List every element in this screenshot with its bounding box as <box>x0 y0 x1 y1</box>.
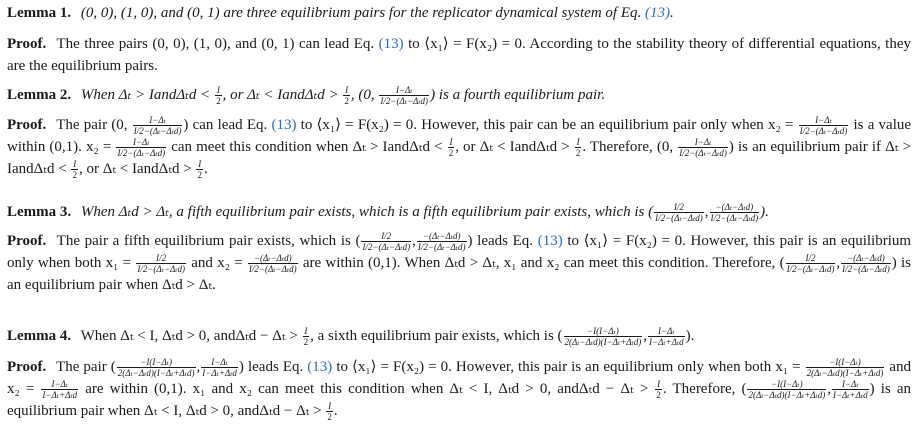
lemma-3-text: ). <box>760 204 769 220</box>
lemma-2-text-a: When Δₜ > IandΔₜd < <box>80 87 211 103</box>
proof-4-text: and x₂ = <box>7 359 912 398</box>
eq-13-link[interactable]: (13) <box>378 36 404 52</box>
proof-3-text: ) leads Eq. <box>467 233 534 249</box>
fraction-f6b: $\frac{\text{I−Δₜ}}{\text{I−Δₜ+Δₜd}}$ <box>649 326 684 348</box>
proof-2-text: . Therefore, (0, <box>582 139 674 156</box>
lemma-1 <box>7 2 911 24</box>
proof-4-text: to ⟨x₁⟩ = F(x₂) = 0. However, this pair is an equilibrium only when both x₁ = <box>336 359 801 375</box>
eq-13-link[interactable]: (13) <box>537 233 563 249</box>
proof-2 <box>7 114 911 180</box>
lemma-4-text: When Δₜ < I, Δₜd > 0, andΔₜd − Δₜ > <box>80 328 298 344</box>
proof-4-text: , <box>196 359 201 375</box>
fraction-half: $\frac{I}{2}$ <box>303 326 309 348</box>
proof-2-text: . <box>203 161 208 178</box>
lemma-3-label: Lemma 3. <box>7 204 72 220</box>
proof-2-text: ) can lead Eq. <box>183 117 268 133</box>
fraction-f4: $\frac{\text{I−Δₜ}}{\text{I/2−(Δₜ−Δₜd)}}$ <box>117 137 166 159</box>
fraction-half: $\frac{I}{2}$ <box>575 137 581 159</box>
fraction-half: $\frac{I}{2}$ <box>197 159 202 181</box>
proof-1 <box>7 33 911 77</box>
proof-2-text: can meet this condition when Δₜ > IandΔₜd < <box>171 139 443 156</box>
fraction-half: $\frac{I}{2}$ <box>72 159 77 181</box>
proof-4-text: . Therefore, ( <box>662 381 747 398</box>
proof-4-label: Proof. <box>7 359 47 375</box>
fraction-f6a: $\frac{\text{−I(I−Δₜ)}}{\text{2(Δₜ−Δₜd)(I−Δₜ+Δₜd)}}$ <box>806 357 884 379</box>
proof-2-text: ) is an equilibrium pair if Δₜ > IandΔₜd < <box>7 139 912 178</box>
lemma-2 <box>7 84 911 106</box>
lemma-2-text-b: , or Δₜ < IandΔₜd > <box>222 87 339 103</box>
proof-1-label: Proof. <box>7 36 47 52</box>
proof-3-text: , <box>412 233 416 249</box>
lemma-3 <box>7 201 911 223</box>
proof-4 <box>7 356 911 422</box>
fraction-f6a: $\frac{\text{−I(I−Δₜ)}}{\text{2(Δₜ−Δₜd)(I−Δₜ+Δₜd)}}$ <box>564 326 642 348</box>
fraction-f6b: $\frac{\text{I−Δₜ}}{\text{I−Δₜ+Δₜd}}$ <box>202 357 237 379</box>
fraction-f4: $\frac{\text{I−Δₜ}}{\text{I/2−(Δₜ−Δₜd)}}$ <box>133 115 182 137</box>
proof-2-text: to ⟨x₁⟩ = F(x₂) = 0. However, this pair can be an equilibrium pair only when x₂ = <box>300 117 794 133</box>
proof-3-label: Proof. <box>7 233 47 249</box>
fraction-f5a: $\frac{I/2}{\text{I/2−(Δₜ−Δₜd)}}$ <box>655 202 703 224</box>
proof-4-text: are within (0,1). x₁ and x₂ can meet this condition when Δₜ < I, Δₜd > 0, andΔₜd − Δₜ > <box>85 381 649 398</box>
fraction-f5b: $\frac{\text{−(Δₜ−Δₜd)}}{\text{I/2−(Δₜ−Δₜd)}}$ <box>248 253 297 275</box>
eq-13-link[interactable]: (13) <box>645 5 670 21</box>
fraction-f5b: $\frac{\text{−(Δₜ−Δₜd)}}{\text{I/2−(Δₜ−Δₜd)}}$ <box>710 202 759 224</box>
proof-3-text: The pair a fifth equilibrium pair exists, which is ( <box>56 233 361 249</box>
proof-2-text: , or Δₜ < IandΔₜd > <box>78 161 192 178</box>
proof-3-text: , <box>836 255 841 272</box>
lemma-3-text: When Δₜd > Δₜ, a fifth equilibrium pair exists, which is a fifth equilibrium pair exists, which is ( <box>80 204 654 220</box>
fraction-f4: $\frac{\text{I−Δₜ}}{\text{I/2−(Δₜ−Δₜd)}}$ <box>380 85 429 107</box>
fraction-half: $\frac{I}{2}$ <box>216 85 221 107</box>
proof-4-text: ) leads Eq. <box>238 359 304 375</box>
proof-3-text: and x₂ = <box>191 255 243 272</box>
proof-3-text: to ⟨x₁⟩ = F(x₂) = 0. However, this pair is an equilibrium only when both x₁ = <box>7 233 912 272</box>
fraction-f6a: $\frac{\text{−I(I−Δₜ)}}{\text{2(Δₜ−Δₜd)(I−Δₜ+Δₜd)}}$ <box>748 379 826 401</box>
proof-1-text-b: to ⟨x₁⟩ = F(x₂) = 0. According to the stability theory of differential equations, they are the equilibrium pairs. <box>7 36 912 74</box>
proof-4-text: ) is an equilibrium pair when Δₜ < I, Δₜd > 0, andΔₜd − Δₜ > <box>7 381 911 420</box>
fraction-f5a: $\frac{I/2}{\text{I/2−(Δₜ−Δₜd)}}$ <box>786 253 835 275</box>
fraction-half: $\frac{I}{2}$ <box>327 401 332 423</box>
proof-3-text: ) is an equilibrium pair when Δₜd > Δₜ. <box>7 255 911 294</box>
fraction-f6b: $\frac{\text{I−Δₜ}}{\text{I−Δₜ+Δₜd}}$ <box>832 379 868 401</box>
fraction-f4: $\frac{\text{I−Δₜ}}{\text{I/2−(Δₜ−Δₜd)}}$ <box>799 115 848 137</box>
fraction-half: $\frac{I}{2}$ <box>448 137 454 159</box>
fraction-f4: $\frac{\text{I−Δₜ}}{\text{I/2−(Δₜ−Δₜd)}}$ <box>679 137 727 159</box>
lemma-1-label: Lemma 1. <box>7 5 72 21</box>
lemma-3-text: , <box>704 204 709 220</box>
proof-2-label: Proof. <box>7 117 47 133</box>
lemma-4-text: , a sixth equilibrium pair exists, which is ( <box>310 328 563 344</box>
proof-2-text: is a value within (0,1). x₂ = <box>7 117 912 156</box>
proof-1-text-a: The three pairs (0, 0), (1, 0), and (0, 1) can lead Eq. <box>56 36 375 52</box>
fraction-half: $\frac{I}{2}$ <box>344 85 349 107</box>
fraction-half: $\frac{I}{2}$ <box>656 379 661 401</box>
fraction-f5a: $\frac{I/2}{\text{I/2−(Δₜ−Δₜd)}}$ <box>137 253 185 275</box>
eq-13-link[interactable]: (13) <box>271 117 297 133</box>
lemma-4-text: , <box>643 328 648 344</box>
fraction-f5b: $\frac{\text{−(Δₜ−Δₜd)}}{\text{I/2−(Δₜ−Δₜd)}}$ <box>417 231 466 253</box>
lemma-2-text-d: ) is a fourth equilibrium pair. <box>430 87 606 103</box>
proof-2-text: The pair (0, <box>56 117 128 133</box>
lemma-4-label: Lemma 4. <box>7 328 72 344</box>
fraction-f6a: $\frac{\text{−I(I−Δₜ)}}{\text{2(Δₜ−Δₜd)(I−Δₜ+Δₜd)}}$ <box>117 357 195 379</box>
fraction-f6b: $\frac{\text{I−Δₜ}}{\text{I−Δₜ+Δₜd}}$ <box>42 379 78 401</box>
fraction-f5b: $\frac{\text{−(Δₜ−Δₜd)}}{\text{I/2−(Δₜ−Δₜd)}}$ <box>842 253 890 275</box>
lemma-4 <box>7 325 911 347</box>
proof-4-text: , <box>827 381 831 398</box>
lemma-1-statement: (0, 0), (1, 0), and (0, 1) are three equilibrium pairs for the replicator dynamical system of Eq. <box>80 5 642 21</box>
proof-3-text: are within (0,1). When Δₜd > Δₜ, x₁ and x₂ can meet this condition. Therefore, ( <box>302 255 785 272</box>
lemma-2-text-c: , (0, <box>350 87 375 103</box>
lemma-2-label: Lemma 2. <box>7 87 72 103</box>
lemma-1-end: . <box>670 5 674 21</box>
fraction-f5a: $\frac{I/2}{\text{I/2−(Δₜ−Δₜd)}}$ <box>362 231 411 253</box>
proof-4-text: The pair ( <box>56 359 116 375</box>
proof-2-text: , or Δₜ < IandΔₜd > <box>455 139 570 156</box>
eq-13-link[interactable]: (13) <box>307 359 333 375</box>
proof-3 <box>7 230 911 296</box>
lemma-4-text: ). <box>685 328 695 344</box>
proof-4-text: . <box>333 403 338 420</box>
